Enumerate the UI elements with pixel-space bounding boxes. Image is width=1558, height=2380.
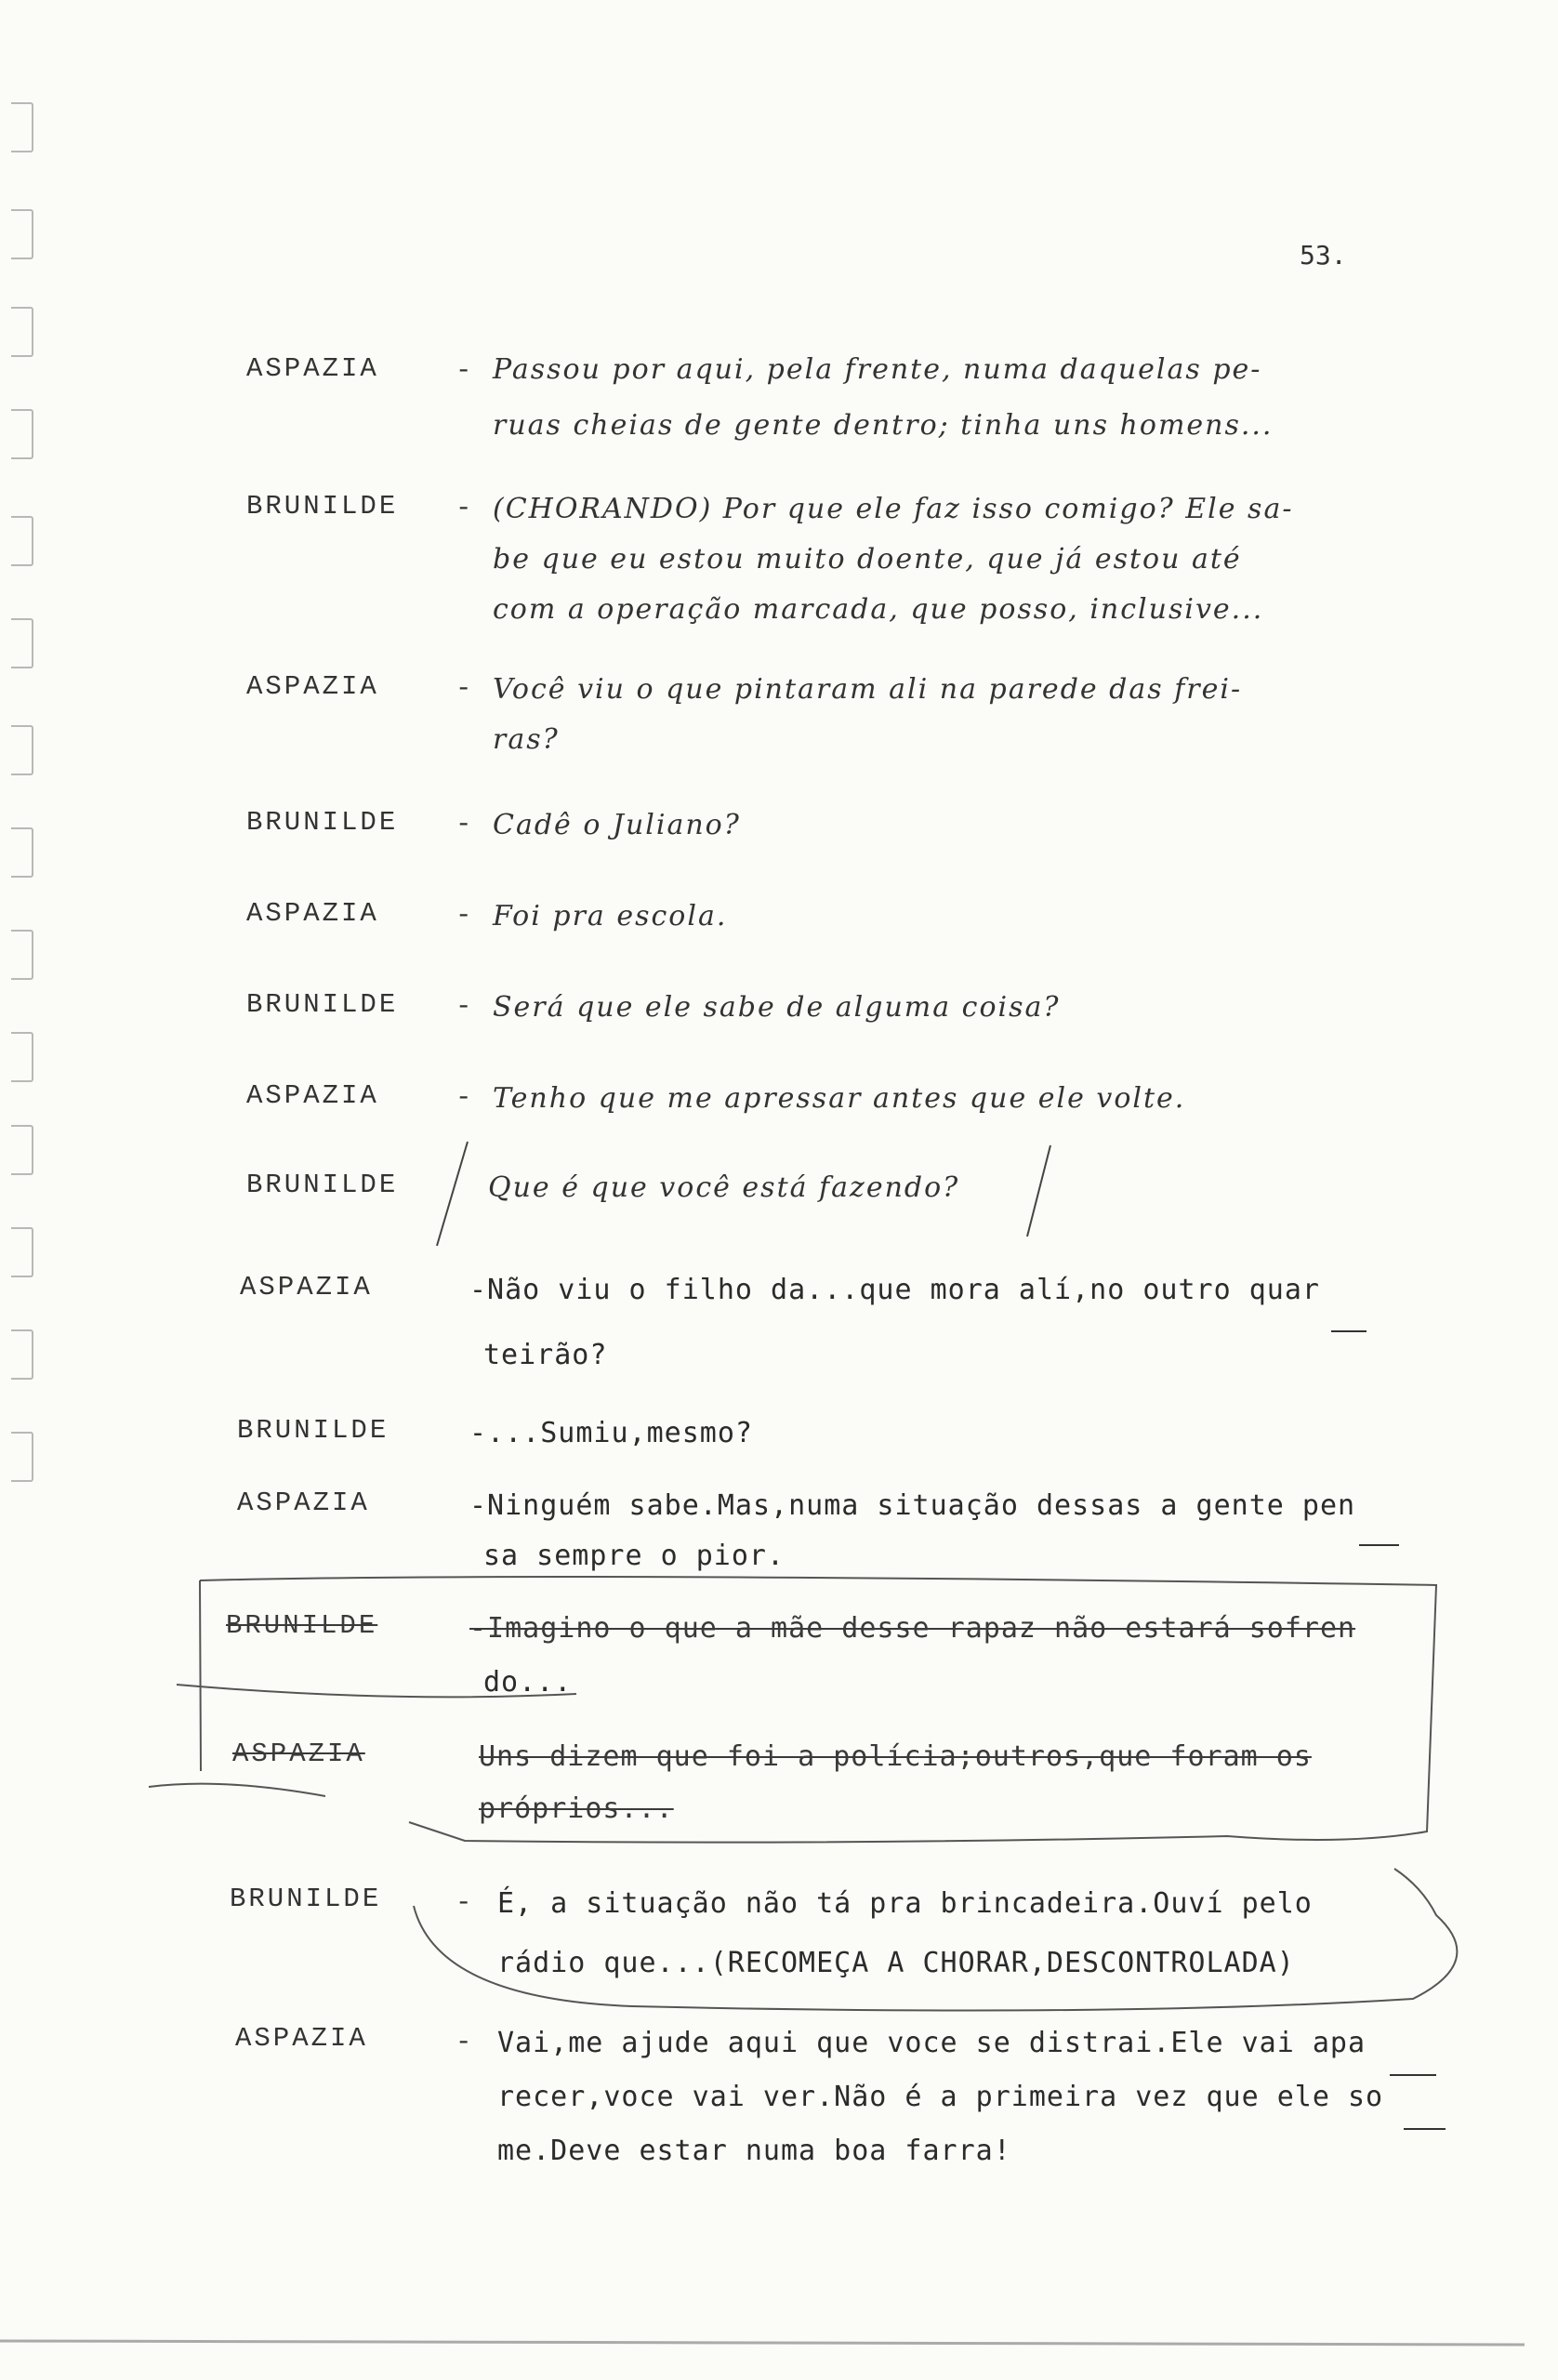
speaker-name: BRUNILDE <box>237 1415 390 1446</box>
dialogue-line: Vai,me ajude aqui que voce se distrai.Ele vai apa <box>497 2027 1367 2059</box>
dialogue-line: be que eu estou muito doente, que já estou até <box>493 543 1242 575</box>
speaker-name: BRUNILDE <box>246 1170 399 1200</box>
speaker-name: ASPAZIA <box>237 1488 370 1518</box>
dialogue-line: Será que ele sabe de alguma coisa? <box>493 991 1061 1024</box>
dialogue-line: Cadê o Juliano? <box>493 809 741 841</box>
dialogue-dash: - <box>456 673 472 704</box>
dialogue-line: ras? <box>493 723 560 756</box>
speaker-name: BRUNILDE <box>230 1884 382 1914</box>
crossed-out-line: do... <box>483 1666 573 1699</box>
dialogue-dash: - <box>456 1082 472 1113</box>
speaker-name: ASPAZIA <box>246 353 379 384</box>
dialogue-line: Foi pra escola. <box>493 900 728 932</box>
dialogue-dash: - <box>456 809 472 840</box>
dialogue-line: -Não viu o filho da...que mora alí,no outro quar <box>469 1274 1320 1306</box>
crossed-out-line: -Imagino o que a mãe desse rapaz não estará sofren <box>469 1612 1356 1645</box>
dialogue-line: -...Sumiu,mesmo? <box>469 1417 753 1449</box>
dialogue-dash: - <box>456 355 472 386</box>
dialogue-dash: - <box>456 493 472 523</box>
speaker-name: ASPAZIA <box>246 898 379 929</box>
pen-oval-mark <box>414 1869 1457 2011</box>
dialogue-line: Que é que você está fazendo? <box>488 1171 960 1204</box>
dialogue-line: teirão? <box>483 1339 608 1371</box>
speaker-name: BRUNILDE <box>226 1610 378 1641</box>
speaker-name: ASPAZIA <box>246 671 379 702</box>
dialogue-dash: - <box>456 2027 472 2057</box>
speaker-name: ASPAZIA <box>235 2023 368 2054</box>
dialogue-line: ruas cheias de gente dentro; tinha uns homens... <box>493 409 1274 442</box>
dialogue-line: Você viu o que pintaram ali na parede das frei- <box>493 673 1243 706</box>
dialogue-line: rádio que...(RECOMEÇA A CHORAR,DESCONTROLADA) <box>497 1947 1295 1979</box>
pen-slash-mark <box>437 1142 468 1246</box>
dialogue-dash: - <box>456 991 472 1022</box>
speaker-name: BRUNILDE <box>246 989 399 1020</box>
dialogue-line: sa sempre o pior. <box>483 1540 786 1572</box>
speaker-name: BRUNILDE <box>246 807 399 838</box>
page-number: 53. <box>1300 240 1347 271</box>
speaker-name: ASPAZIA <box>240 1272 373 1302</box>
dialogue-line: Passou por aqui, pela frente, numa daquelas pe- <box>493 353 1262 386</box>
dialogue-dash: - <box>456 900 472 931</box>
dialogue-line: É, a situação não tá pra brincadeira.Ouví pelo <box>497 1887 1313 1920</box>
speaker-name: BRUNILDE <box>246 491 399 522</box>
pen-stroke-mark <box>149 1784 325 1796</box>
speaker-name: ASPAZIA <box>232 1739 365 1769</box>
crossed-out-line: Uns dizem que foi a polícia;outros,que foram os <box>479 1740 1312 1773</box>
dialogue-line: Tenho que me apressar antes que ele volte. <box>493 1082 1186 1115</box>
pen-slash-mark <box>1027 1145 1050 1236</box>
dialogue-dash: - <box>456 1887 472 1918</box>
crossed-out-line: próprios... <box>479 1792 674 1825</box>
dialogue-line: (CHORANDO) Por que ele faz isso comigo? Ele sa- <box>493 493 1294 525</box>
dialogue-line: me.Deve estar numa boa farra! <box>497 2135 1011 2167</box>
page-edge <box>0 2341 1525 2345</box>
pen-box-mark <box>200 1577 1436 1843</box>
dialogue-line: com a operação marcada, que posso, inclusive... <box>493 593 1264 626</box>
dialogue-line: -Ninguém sabe.Mas,numa situação dessas a gente pen <box>469 1489 1356 1522</box>
speaker-name: ASPAZIA <box>246 1080 379 1111</box>
dialogue-line: recer,voce vai ver.Não é a primeira vez que ele so <box>497 2081 1384 2113</box>
pen-stroke-mark <box>177 1685 576 1697</box>
